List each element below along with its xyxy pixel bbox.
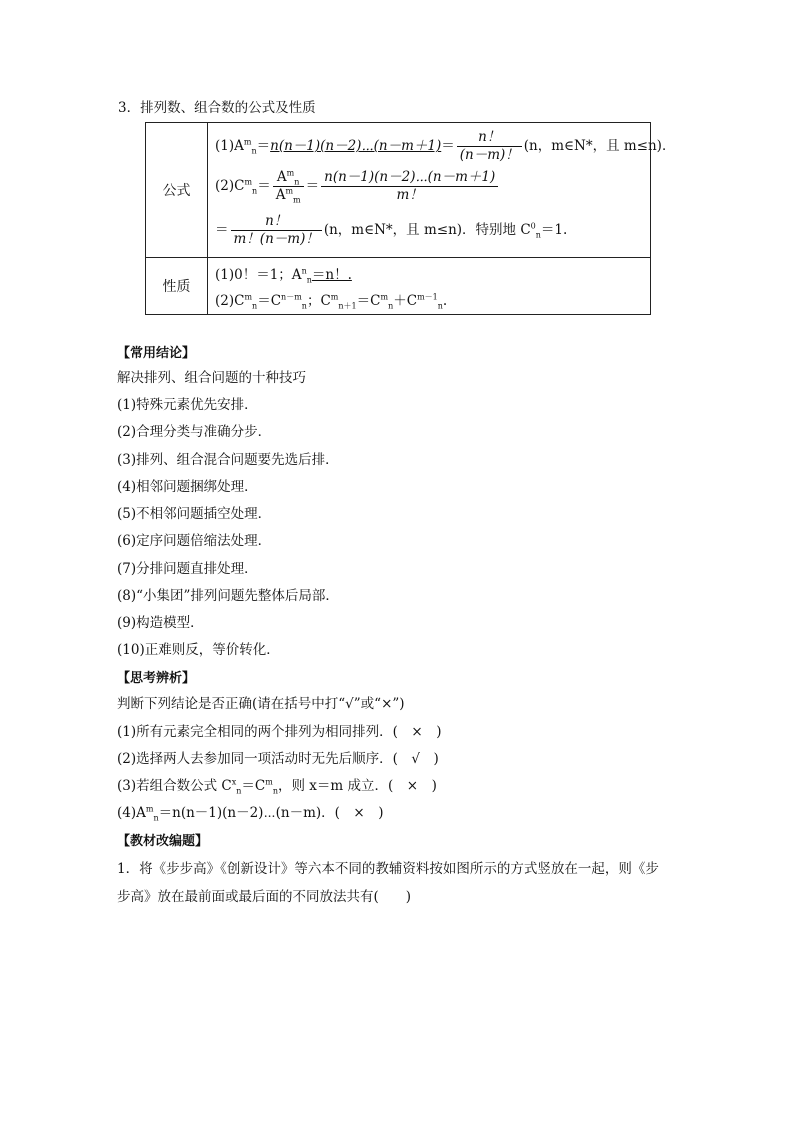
property-label: 性质 [146,258,208,315]
common-item: (9)构造模型． [117,615,204,631]
permutation-formula: $(1)A^m_n=n(n-1)(n-2)\cdots(n-m+1)=$ $\frac{n!}{(n-m)!}$ (n，m∈N*，且 m≤n)． [215,129,676,163]
common-item: (5)不相邻问题插空处理． [117,506,272,522]
textbook-question-line-1: 1．将《步步高》《创新设计》等六本不同的教辅资料按如图所示的方式竖放在一起，则《步 [117,861,659,877]
permutation-expansion: n(n－1)(n－2)⋯(n－m＋1) [270,138,442,154]
think-question-3: (3)若组合数公式 $C^x_n=C^m_n$，则 x＝m 成立．( × ) [117,777,437,796]
common-item: (4)相邻问题捆绑处理． [117,479,258,495]
combination-fraction-1: $\frac{A^m_n}{A^m_m}$ [273,170,304,203]
common-item: (7)分排问题直排处理． [117,561,258,577]
property-2: $(2)C^m_n=C^{n-m}_n$；$C^m_{n+1}=C^m_n+C^{m-1}_n$. [215,292,448,311]
common-item: (2)合理分类与准确分步． [117,424,272,440]
common-conclusions-title: 【常用结论】 [117,346,196,361]
formula-table [145,122,676,315]
combination-factorial-fraction: $\frac{n!}{m!(n-m)!}$ [231,214,322,247]
think-question-1: (1)所有元素完全相同的两个排列为相同排列．( × ) [117,724,442,740]
common-item: (8)“小集团”排列问题先整体后局部． [117,588,339,604]
textbook-question-line-2: 步高》放在最前面或最后面的不同放法共有( ) [117,889,412,905]
common-item: (10)正难则反，等价转化． [117,642,280,658]
think-intro: 判断下列结论是否正确(请在括号中打“√”或“×”) [117,696,405,712]
permutation-fraction: $\frac{n!}{(n-m)!}$ [457,130,522,163]
textbook-title: 【教材改编题】 [117,834,209,849]
common-item: (3)排列、组合混合问题要先选后排． [117,452,339,468]
formula-label: 公式 [146,123,208,258]
property-1: (1)0！＝1；$A^n_n=n$！. [215,266,352,285]
combination-fraction-2: $\frac{n(n-1)(n-2)\cdots(n-m+1)}{m!}$ [321,170,498,203]
think-analysis-title: 【思考辨析】 [117,671,196,686]
common-item: (1)特殊元素优先安排． [117,397,258,413]
combination-formula-factorial: ＝ $\frac{n!}{m!(n-m)!}$ (n，m∈N*，且 m≤n)．特别地 $C^0_n=1$. [215,213,568,247]
think-question-2: (2)选择两人去参加同一项活动时无先后顺序．( √ ) [117,751,439,767]
section-heading: 3．排列数、组合数的公式及性质 [118,100,316,116]
common-item: (6)定序问题倍缩法处理． [117,533,272,549]
common-intro: 解决排列、组合问题的十种技巧 [117,370,306,386]
think-question-4: $(4)A^m_n=n(n-1)(n-2)\cdots(n-m)$．( × ) [117,804,384,823]
combination-formula: $(2)C^m_n=$ $\frac{A^m_n}{A^m_m}$ ＝ $\frac{n(n-1)(n-2)\cdots(n-m+1)}{m!}$ [215,170,500,203]
